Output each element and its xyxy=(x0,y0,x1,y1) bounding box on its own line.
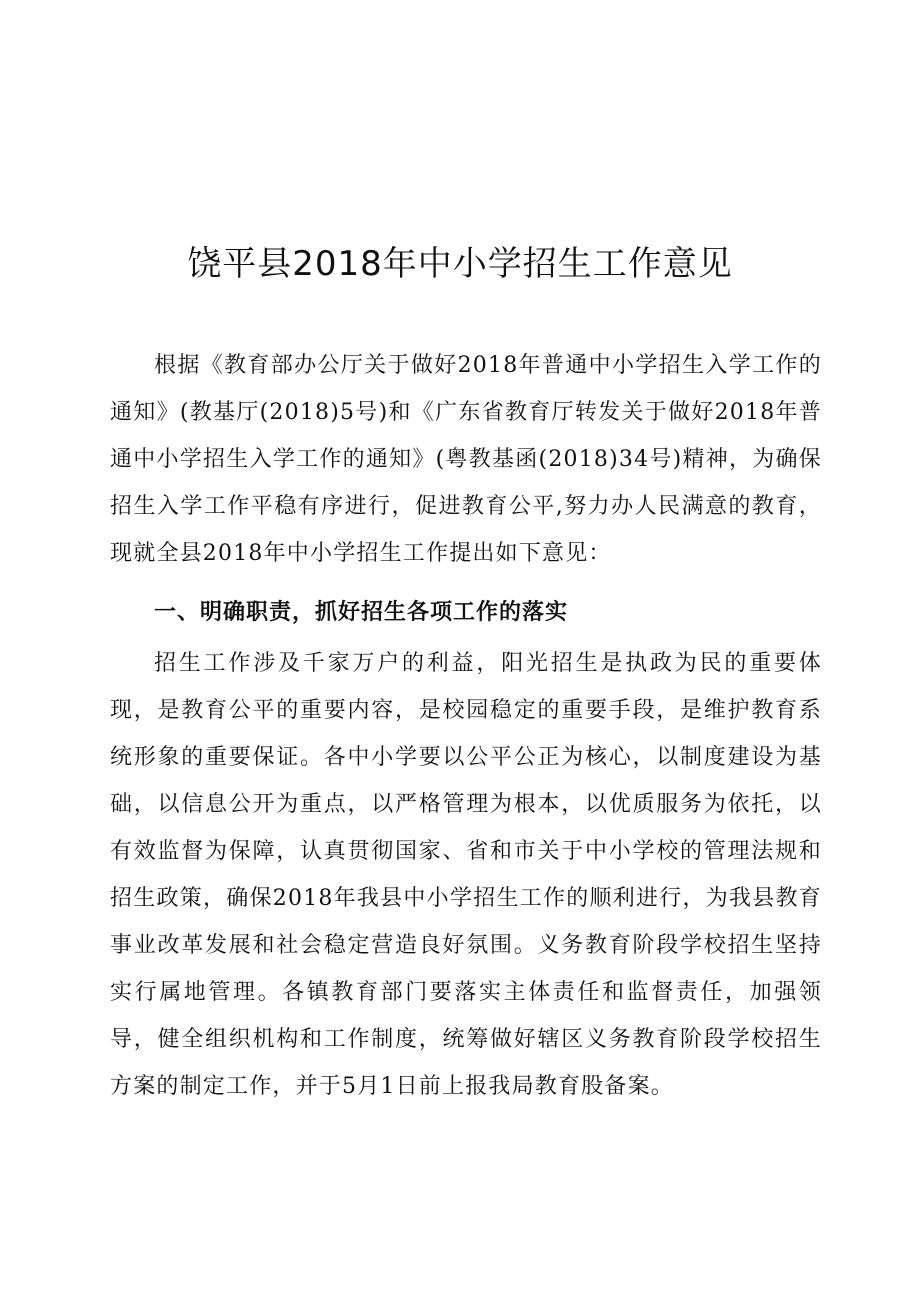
document-title: 饶平县2018年中小学招生工作意见 xyxy=(187,244,733,284)
intro-paragraph: 根据《教育部办公厅关于做好2018年普通中小学招生入学工作的通知》(教基厅(2018)5号)和《广东省教育厅转发关于做好2018年普通中小学招生入学工作的通知》(粤教基函(2018)34号)精神，为确保招生入学工作平稳有序进行，促进教育公平,努力办人民满意的教育，现就全县2018年中小学招生工作提出如下意见： xyxy=(110,353,822,566)
section-1-paragraph: 招生工作涉及千家万户的利益，阳光招生是执政为民的重要体现，是教育公平的重要内容，是校园稳定的重要手段，是维护教育系统形象的重要保证。各中小学要以公平公正为核心，以制度建设为基础，以信息公开为重点，以严格管理为根本，以优质服务为依托，以有效监督为保障，认真贯彻国家、省和市关于中小学校的管理法规和招生政策，确保2018年我县中小学招生工作的顺利进行，为我县教育事业改革发展和社会稳定营造良好氛围。义务教育阶段学校招生坚持实行属地管理。各镇教育部门要落实主体责任和监督责任，加强领导，健全组织机构和工作制度，统筹做好辖区义务教育阶段学校招生方案的制定工作，并于5月1日前上报我局教育股备案。 xyxy=(110,651,822,1099)
section-heading-1: 一、明确职责，抓好招生各项工作的落实 xyxy=(154,600,569,625)
